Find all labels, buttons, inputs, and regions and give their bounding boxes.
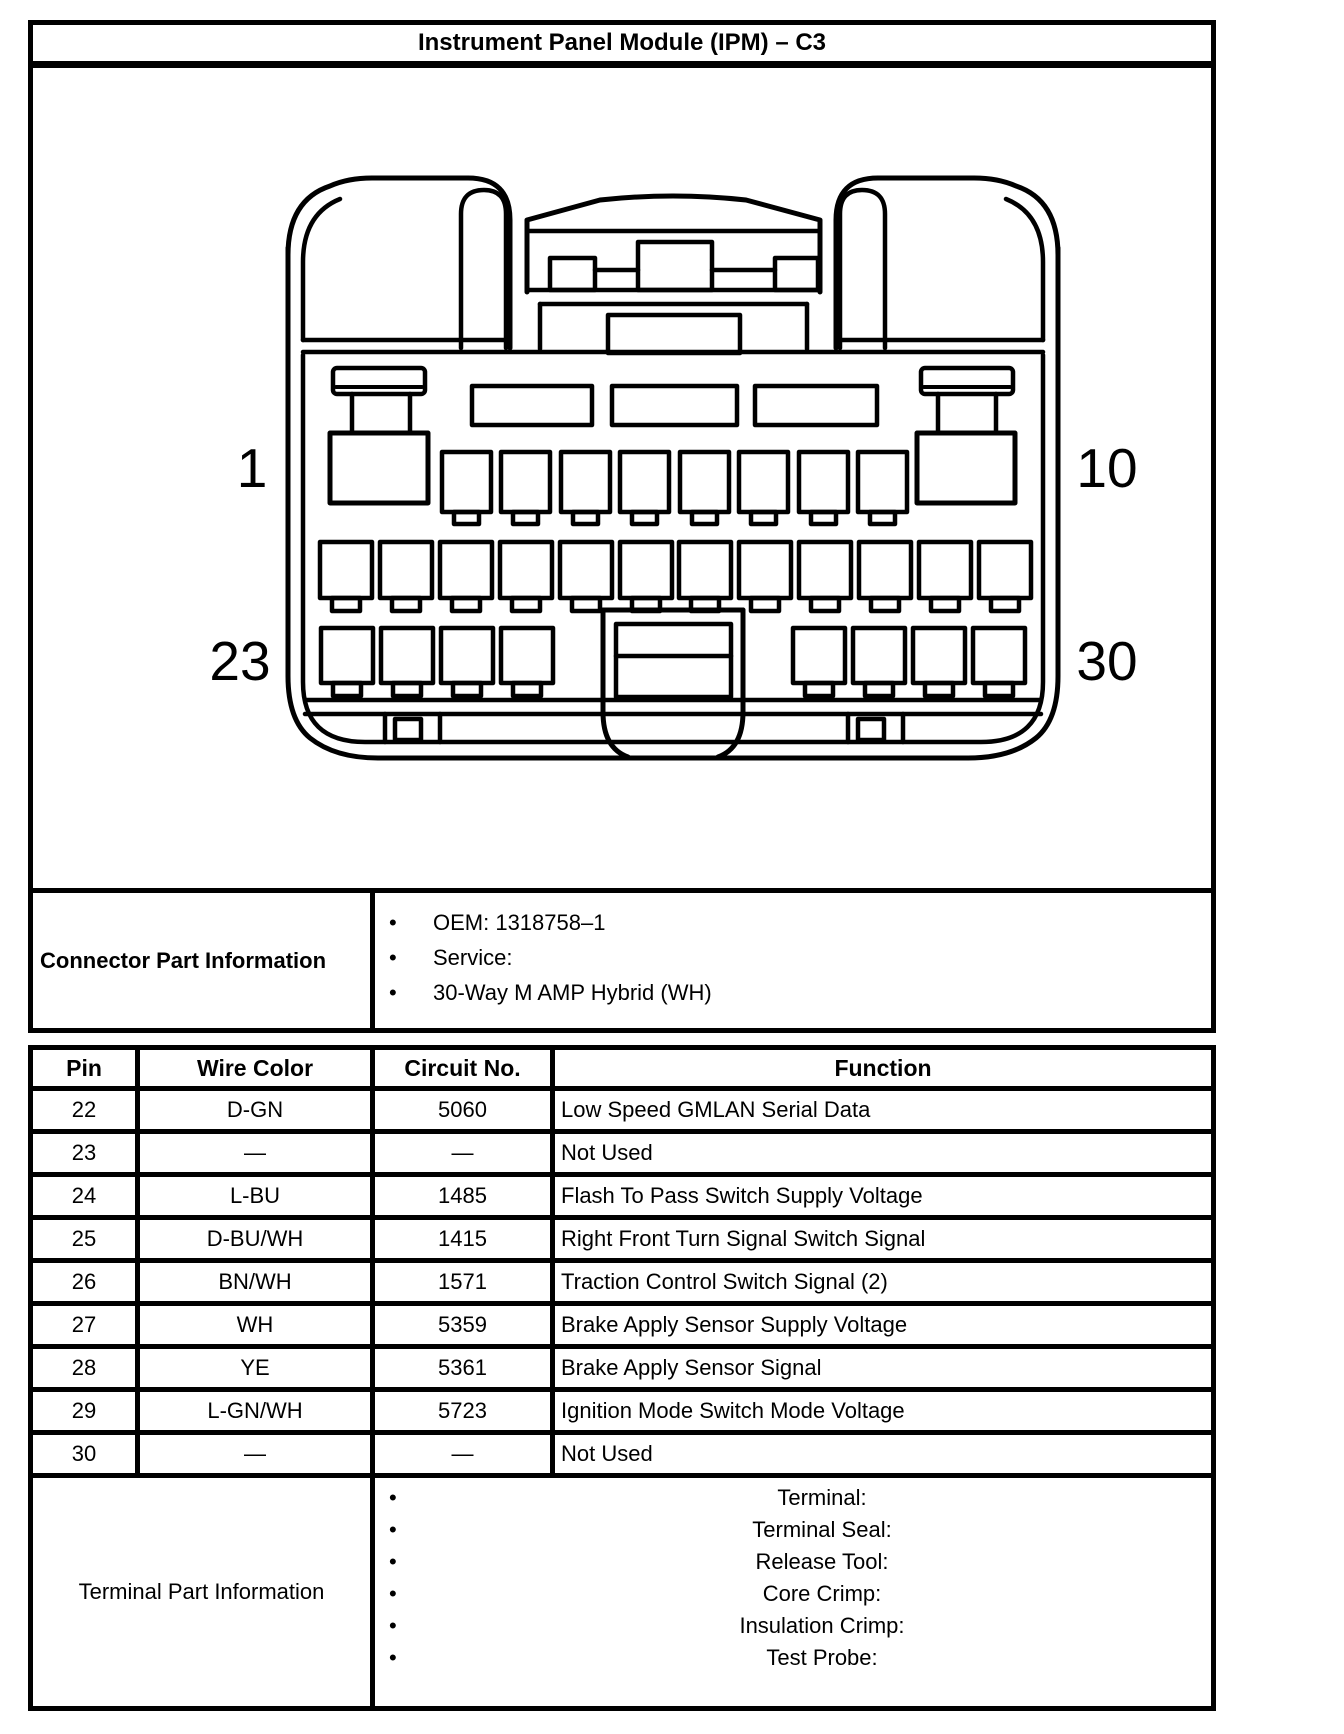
cell-circuit-no: 5361 [373, 1347, 553, 1390]
cell-wire-color: YE [138, 1347, 373, 1390]
bullet-item: • Service: [375, 940, 1211, 975]
bullet-item: • Insulation Crimp: [375, 1610, 1211, 1642]
table-row [31, 1347, 1214, 1390]
cell-wire-color: D-GN [138, 1089, 373, 1132]
center-lower-housing [603, 610, 743, 757]
connector-part-info-label-cell [31, 891, 373, 1031]
column-header-circuit-no: Circuit No. [373, 1048, 553, 1089]
bullet-item: • Terminal: [375, 1482, 1211, 1514]
left-lobe [288, 178, 510, 348]
pin-cavities-row-3 [321, 628, 1025, 696]
right-lobe [836, 178, 1058, 348]
bullet-item: • Release Tool: [375, 1546, 1211, 1578]
page-title [31, 23, 1214, 65]
pin-label-23: 23 [209, 630, 271, 692]
cell-circuit-no: 1571 [373, 1261, 553, 1304]
cell-circuit-no: 1485 [373, 1175, 553, 1218]
pin-cavities-row-1 [442, 452, 907, 524]
bottom-rails [305, 700, 1041, 742]
wide-slots-row [472, 386, 877, 425]
column-header-function: Function [553, 1048, 1214, 1089]
table-row [31, 1132, 1214, 1175]
table-row [31, 1304, 1214, 1347]
connector-sheet [28, 20, 1216, 1033]
cell-wire-color: — [138, 1433, 373, 1476]
cell-circuit-no: 5359 [373, 1304, 553, 1347]
table-row [31, 1261, 1214, 1304]
pin-label-10: 10 [1076, 437, 1138, 499]
cell-function: Not Used [553, 1132, 1214, 1175]
cell-pin: 27 [31, 1304, 138, 1347]
connector-part-info-list [375, 893, 1211, 1010]
cell-function: Flash To Pass Switch Supply Voltage [553, 1175, 1214, 1218]
cell-pin: 25 [31, 1218, 138, 1261]
column-header-pin: Pin [31, 1048, 138, 1089]
terminal-part-info-label-cell [31, 1476, 373, 1709]
connector-diagram-cell [31, 65, 1214, 891]
cell-function: Traction Control Switch Signal (2) [553, 1261, 1214, 1304]
bullet-item: • Core Crimp: [375, 1578, 1211, 1610]
cell-wire-color: L-BU [138, 1175, 373, 1218]
connector-drawing [33, 68, 1211, 888]
column-header-wire-color: Wire Color [138, 1048, 373, 1089]
cell-pin: 23 [31, 1132, 138, 1175]
cell-circuit-no: — [373, 1433, 553, 1476]
cell-wire-color: BN/WH [138, 1261, 373, 1304]
terminal-part-info-cell [373, 1476, 1214, 1709]
page-title-text: Instrument Panel Module (IPM) – C3 [417, 29, 827, 56]
cell-function: Low Speed GMLAN Serial Data [553, 1089, 1214, 1132]
cell-wire-color: L-GN/WH [138, 1390, 373, 1433]
table-row [31, 1218, 1214, 1261]
connector-diagram [33, 68, 1211, 888]
table-row [31, 1089, 1214, 1132]
cell-function: Right Front Turn Signal Switch Signal [553, 1218, 1214, 1261]
cell-pin: 29 [31, 1390, 138, 1433]
right-keying-post [917, 368, 1015, 503]
cell-pin: 28 [31, 1347, 138, 1390]
terminal-part-info-list [375, 1478, 1211, 1674]
cell-wire-color: D-BU/WH [138, 1218, 373, 1261]
cell-function: Brake Apply Sensor Supply Voltage [553, 1304, 1214, 1347]
cell-circuit-no: 5723 [373, 1390, 553, 1433]
cell-function: Not Used [553, 1433, 1214, 1476]
cell-function: Brake Apply Sensor Signal [553, 1347, 1214, 1390]
connector-part-info-label: Connector Part Information [40, 947, 327, 973]
bullet-item: • OEM: 1318758–1 [375, 905, 1211, 940]
bullet-item: • Test Probe: [375, 1642, 1211, 1674]
service-manual-page [28, 20, 1216, 1711]
pin-label-30: 30 [1076, 630, 1138, 692]
table-row [31, 1390, 1214, 1433]
cell-function: Ignition Mode Switch Mode Voltage [553, 1390, 1214, 1433]
cell-wire-color: — [138, 1132, 373, 1175]
table-row [31, 1175, 1214, 1218]
cell-circuit-no: 5060 [373, 1089, 553, 1132]
terminal-part-info-row [31, 1476, 1214, 1709]
table-row [31, 1433, 1214, 1476]
pin-cavities-row-2 [320, 542, 1031, 611]
bullet-item: • Terminal Seal: [375, 1514, 1211, 1546]
bullet-item: • 30-Way M AMP Hybrid (WH) [375, 975, 1211, 1010]
cell-circuit-no: — [373, 1132, 553, 1175]
cell-circuit-no: 1415 [373, 1218, 553, 1261]
cell-pin: 22 [31, 1089, 138, 1132]
pin-table-header-row [31, 1048, 1214, 1089]
cell-pin: 26 [31, 1261, 138, 1304]
cell-pin: 30 [31, 1433, 138, 1476]
cell-wire-color: WH [138, 1304, 373, 1347]
cell-pin: 24 [31, 1175, 138, 1218]
pin-table [28, 1045, 1216, 1711]
center-latch-hood [527, 196, 820, 353]
left-keying-post [330, 368, 428, 503]
connector-part-info-cell [373, 891, 1214, 1031]
terminal-part-info-label: Terminal Part Information [78, 1579, 325, 1604]
pin-label-1: 1 [236, 437, 268, 499]
